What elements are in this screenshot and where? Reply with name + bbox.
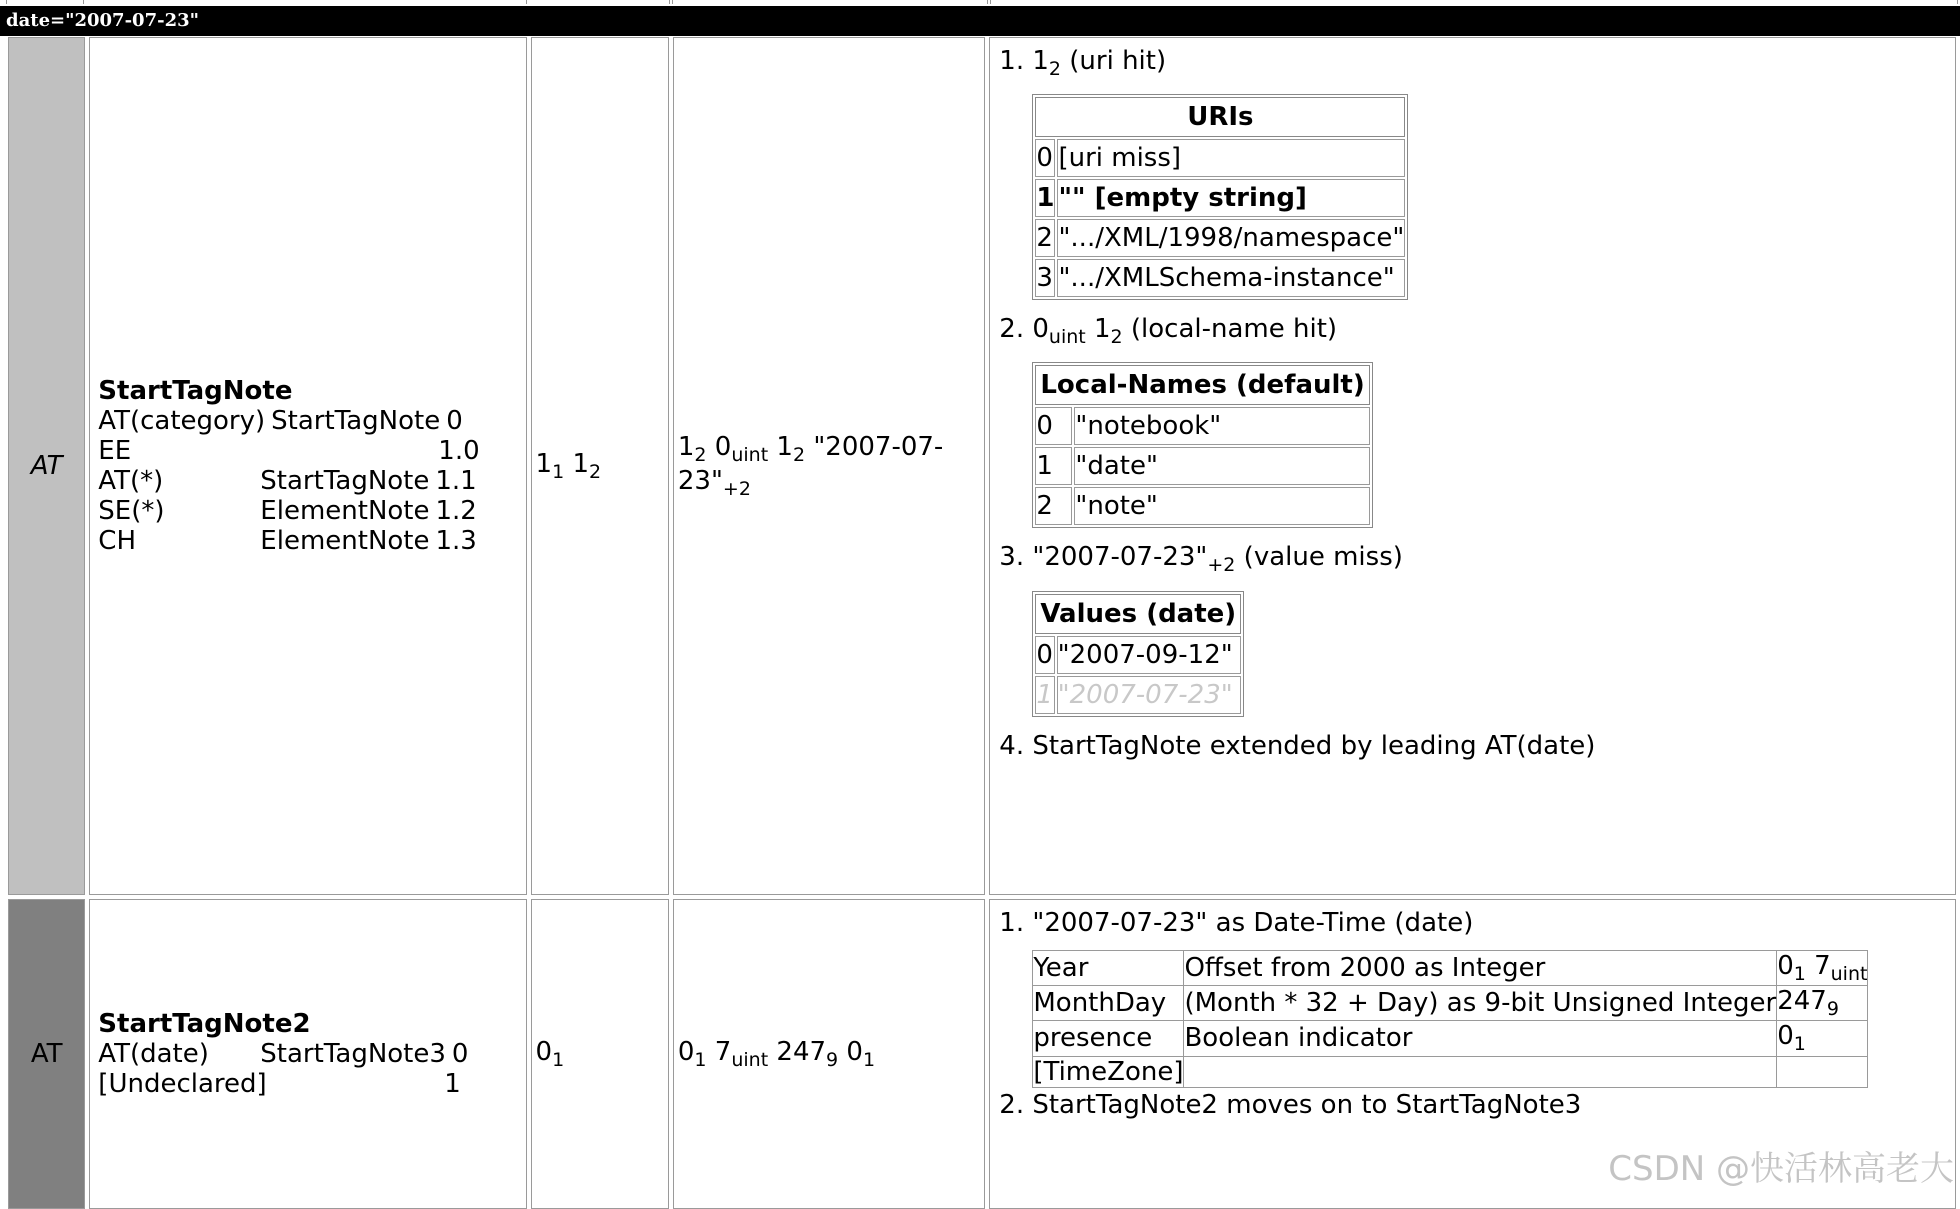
production-next: StartTagNote3: [260, 1039, 446, 1069]
note-item: 1. "2007-07-23" as Date-Time (date) Year Offset from 2000 as Integer $0_1$ $7_{uint}$ MonthDay (Month * 32 + Day) as 9-bit Unsigned Integer $247_9$ presence Boolean indicator $0_1$ [TimeZone]: [1032, 908, 1955, 1088]
encoding-cell: [673, 899, 985, 1209]
table-row: [8, 37, 1956, 895]
event-code: $1_1$ $1_2$: [535, 448, 602, 484]
event-code-cell: [531, 37, 669, 895]
local-names-title: Local-Names (default): [1035, 365, 1369, 405]
uri-table: [1032, 94, 1408, 300]
production-event: AT(*): [98, 466, 164, 496]
event-type: AT: [30, 1039, 63, 1069]
notes-list: [998, 46, 1955, 761]
production-row: [98, 436, 525, 466]
production-code: 1.3: [435, 526, 477, 556]
production-row: [98, 406, 525, 436]
watermark: CSDN @快活林高老大: [1608, 1149, 1954, 1189]
table-row: 0 [uri miss]: [1035, 139, 1405, 177]
header-text: date="2007-07-23": [6, 10, 199, 31]
column-cap: [672, 0, 988, 4]
note-item: 3. "$2007-07-23"_{+2}$ (value miss) Values (date) 0 "2007-09-12" 1 "2007-07-23": [1032, 542, 1955, 716]
table-row: 2 ".../XML/1998/namespace": [1035, 219, 1405, 257]
production-event: SE(*): [98, 496, 165, 526]
note-item: 2. StartTagNote2 moves on to StartTagNote3: [1032, 1090, 1955, 1120]
event-type-cell: [8, 899, 85, 1209]
notes-list: [998, 908, 1955, 1120]
production-code: 1.1: [435, 466, 477, 496]
table-row: 0 "2007-09-12": [1035, 636, 1241, 674]
production-code: 0: [446, 406, 463, 436]
column-cap: [6, 0, 84, 4]
encoding-cell: [673, 37, 985, 895]
table-row: 1 "2007-07-23": [1035, 676, 1241, 714]
datetime-table: [1032, 950, 1868, 1088]
production-row: [98, 1069, 525, 1099]
note-item: 2. $0_{uint}$ $1_2$ (local-name hit) Local-Names (default) 0 "notebook" 1 "date" 2 "note": [1032, 314, 1955, 528]
production-next: [260, 1069, 438, 1099]
values-title: Values (date): [1035, 594, 1241, 634]
notes-cell: [989, 37, 1956, 895]
column-cap: [526, 0, 670, 4]
production-code: 0: [451, 1039, 469, 1069]
production-event: AT(date): [98, 1039, 209, 1069]
grammar-title: StartTagNote2: [98, 1009, 311, 1039]
table-row: presence Boolean indicator $0_1$: [1033, 1021, 1868, 1056]
table-row: 3 ".../XMLSchema-instance": [1035, 259, 1405, 297]
values-table: [1032, 591, 1244, 717]
table-row: Year Offset from 2000 as Integer $0_1$ $7_{uint}$: [1033, 951, 1868, 986]
column-cap: [990, 0, 1958, 4]
uri-table-title: URIs: [1035, 97, 1405, 137]
grammar-cell: [89, 37, 526, 895]
production-next: StartTagNote: [260, 466, 430, 496]
header-bar: [0, 6, 1960, 36]
grammar-title: StartTagNote: [98, 376, 293, 406]
table-row: MonthDay (Month * 32 + Day) as 9-bit Unsigned Integer $247_9$: [1033, 986, 1868, 1021]
encoding-bits: $1_2$ $0_{uint}$ $1_2$ "$2007-07-23"_{+2}$: [677, 431, 944, 501]
production-event: CH: [98, 526, 137, 556]
production-row: [98, 466, 525, 496]
event-code-cell: [531, 899, 669, 1209]
production-row: [98, 526, 525, 556]
production-next: StartTagNote: [271, 406, 441, 436]
production-row: [98, 496, 525, 526]
production-code: 1: [444, 1069, 461, 1099]
note-item: 1. $1_2$ (uri hit) URIs 0 [uri miss] 1 "" [empty string] 2 ".../XML/1998/namespace" 3 ".../XMLSchema-instance": [1032, 46, 1955, 300]
table-row: 1 "date": [1035, 447, 1369, 485]
production-event: [Undeclared]: [98, 1069, 267, 1099]
table-row: 0 "notebook": [1035, 407, 1369, 445]
table-row: [TimeZone]: [1033, 1056, 1868, 1087]
production-next: [260, 436, 438, 466]
note-item: 4. StartTagNote extended by leading AT(date): [1032, 731, 1955, 761]
table-row: 1 "" [empty string]: [1035, 179, 1405, 217]
local-names-table: [1032, 362, 1372, 528]
grammar-cell: [89, 899, 526, 1209]
production-row: [98, 1039, 525, 1069]
encoding-table: [4, 37, 1960, 1209]
production-event: AT(category): [98, 406, 266, 436]
production-next: ElementNote: [260, 526, 430, 556]
production-code: 1.0: [438, 436, 480, 466]
event-type: AT: [30, 451, 63, 481]
production-event: EE: [98, 436, 132, 466]
production-next: ElementNote: [260, 496, 430, 526]
production-code: 1.2: [435, 496, 477, 526]
event-type-cell: [8, 37, 85, 895]
table-row: 2 "note": [1035, 487, 1369, 525]
event-code: $0_1$: [535, 1036, 565, 1072]
encoding-bits: $0_1$ $7_{uint}$ $247_9$ $0_1$: [677, 1036, 876, 1072]
